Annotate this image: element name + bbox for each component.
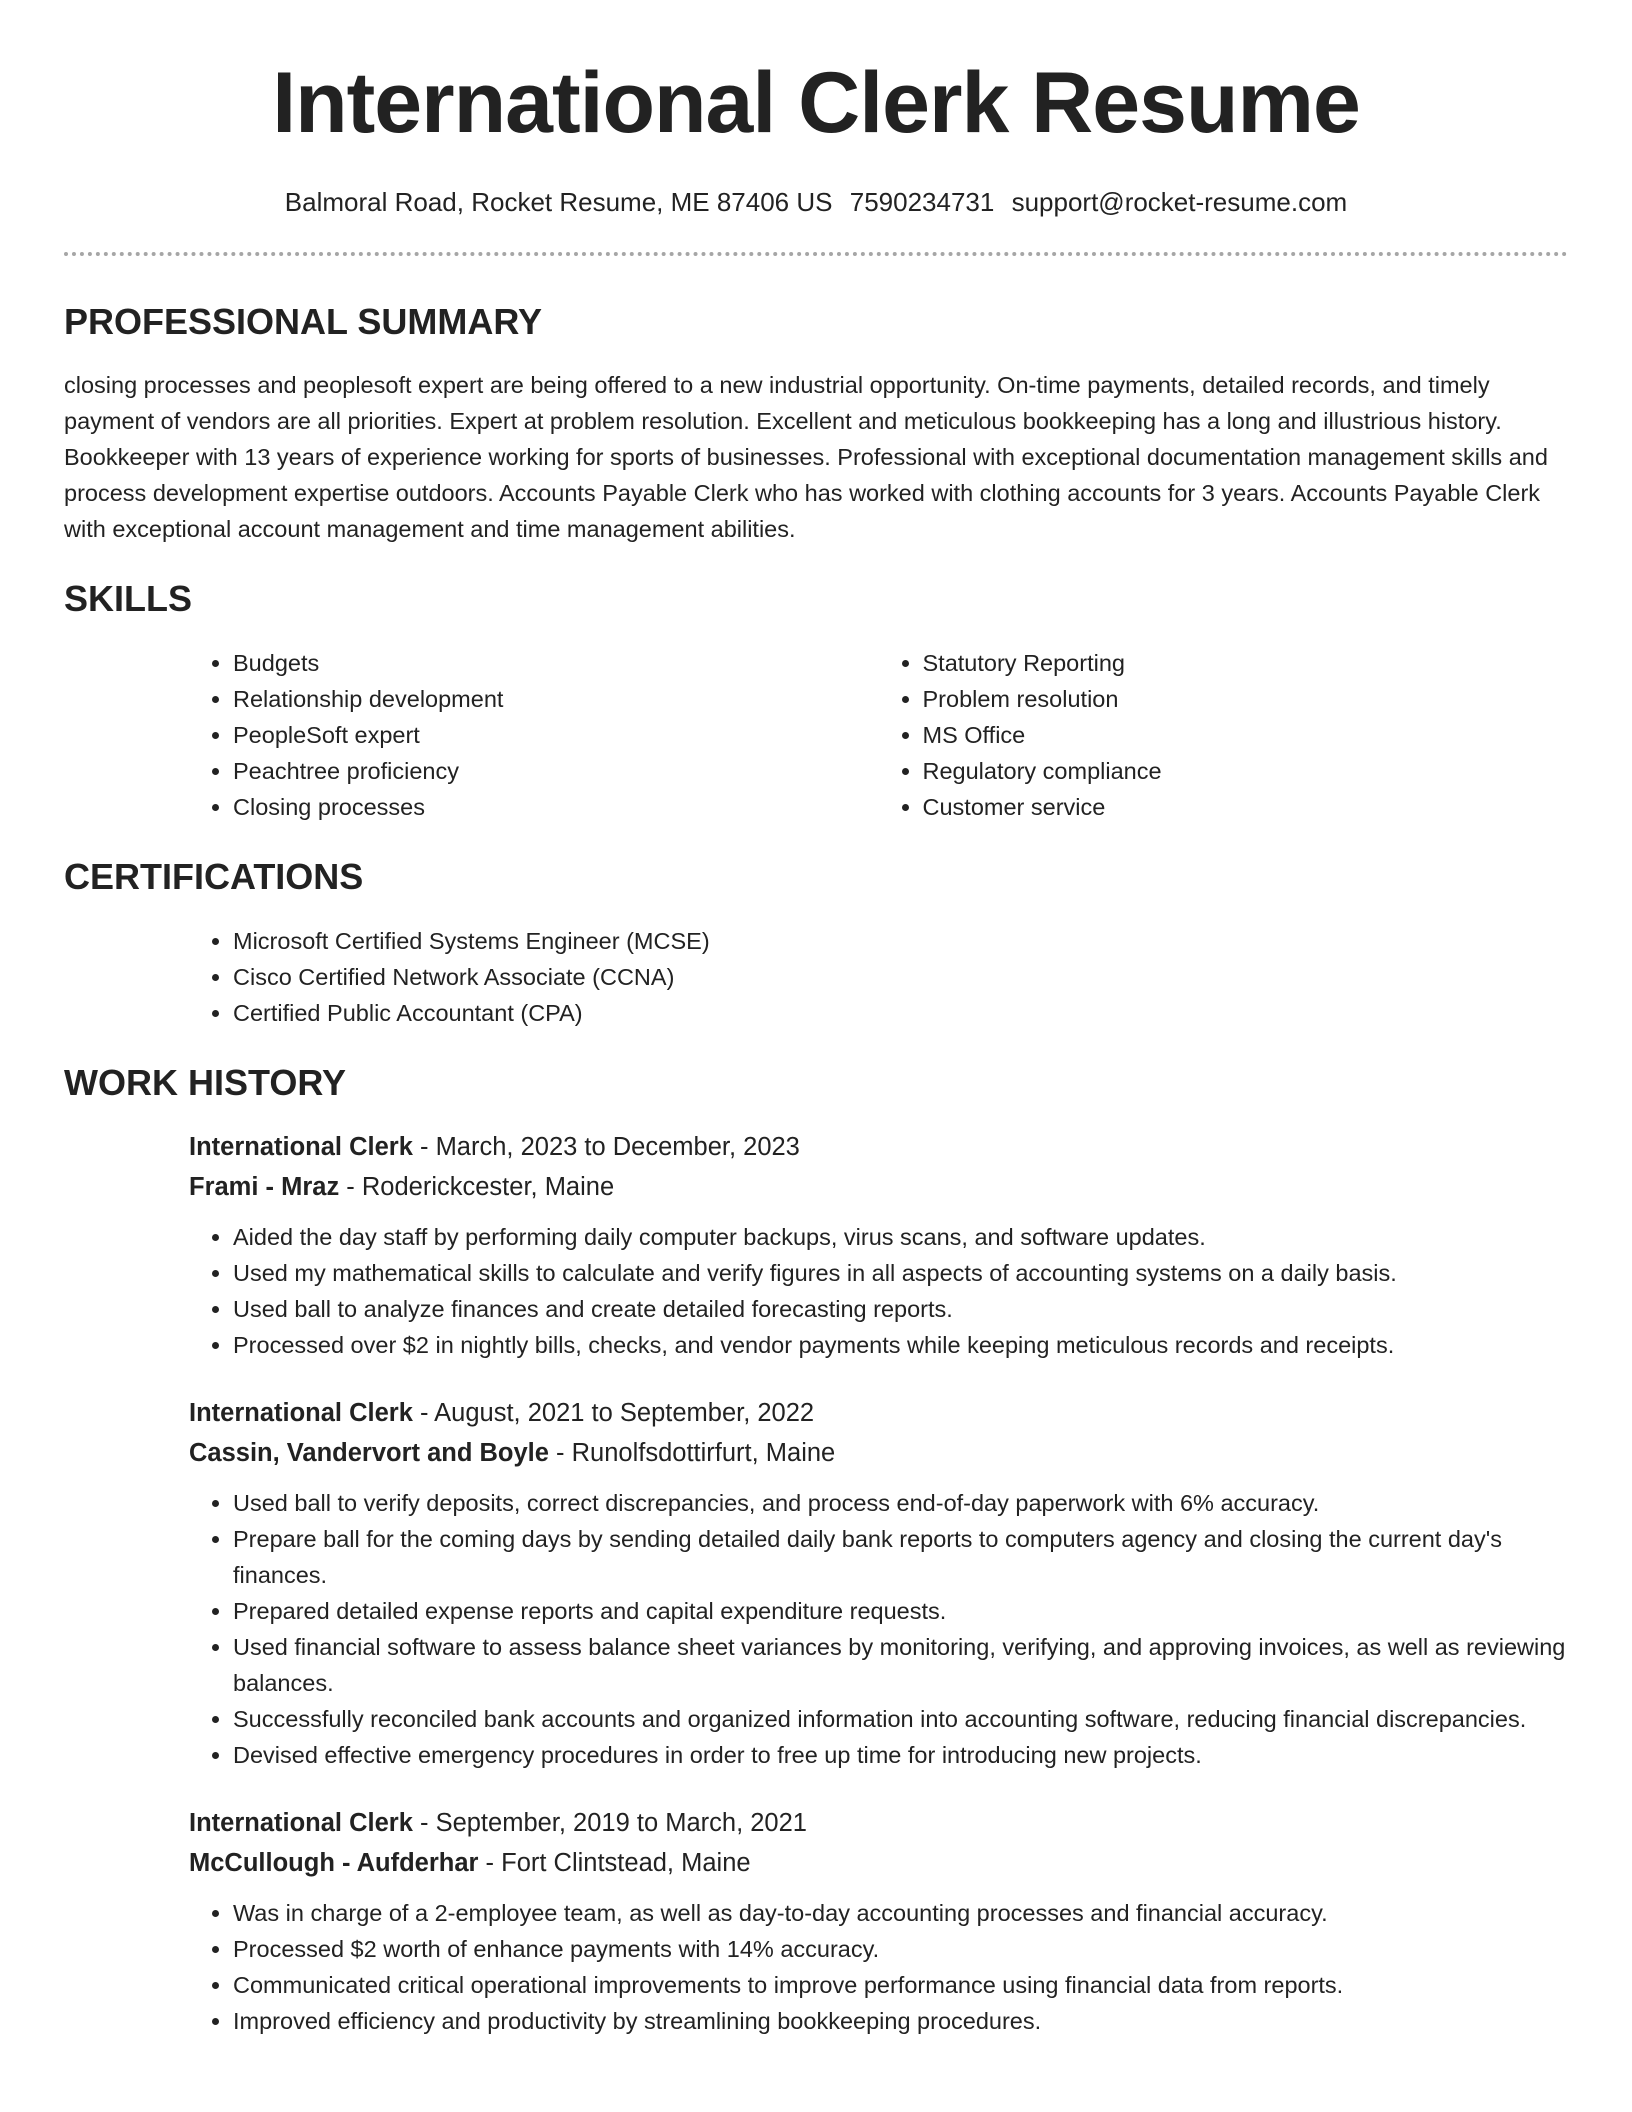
job-company: Frami - Mraz xyxy=(189,1173,340,1201)
job-bullet: • Improved efficiency and productivity by streamlining bookkeeping procedures. xyxy=(233,2003,1568,2039)
job-location: Roderickcester, Maine xyxy=(361,1173,615,1201)
skills-list xyxy=(189,645,1568,825)
contact-address: Balmoral Road, Rocket Resume, ME 87406 US xyxy=(284,187,833,217)
summary-text: closing processes and peoplesoft expert are being offered to a new industrial opportunity. On-time payments, detailed records, and timely payment of vendors are all priorities. Expert at problem resolution. Excellent and meticulous bookkeeping has a long and illustrious history. Bookkeeper with 13 years of experience working for sports of businesses. Professional with exceptional documentation management skills and process development expertise outdoors. Accounts Payable Clerk who has worked with clothing accounts for 3 years. Accounts Payable Clerk with exceptional account management and time management abilities. xyxy=(64,372,1548,542)
job-dates: March, 2023 to December, 2023 xyxy=(435,1133,800,1161)
job-company: McCullough - Aufderhar xyxy=(189,1849,479,1877)
resume-title: International Clerk Resume xyxy=(272,55,1360,151)
job-company-line xyxy=(189,1843,1568,1883)
job-bullet: • Communicated critical operational improvements to improve performance using financial data from reports. xyxy=(233,1967,1568,2003)
job-separator: - xyxy=(412,1399,435,1427)
skill-item: • Budgets xyxy=(233,645,879,681)
certifications-list xyxy=(189,923,1568,1031)
contact-email: support@rocket-resume.com xyxy=(1011,187,1348,217)
job-company-line xyxy=(189,1167,1568,1207)
job-separator: - xyxy=(339,1173,362,1201)
job-separator: - xyxy=(412,1133,436,1161)
job-title-line xyxy=(189,1393,1568,1433)
job-bullets xyxy=(189,1485,1568,1773)
skills-heading: SKILLS xyxy=(64,578,193,619)
skill-item: • Statutory Reporting xyxy=(923,645,1569,681)
certification-item: • Microsoft Certified Systems Engineer (MCSE) xyxy=(233,923,1568,959)
skill-item: • Problem resolution xyxy=(923,681,1569,717)
contact-line xyxy=(64,186,1568,218)
contact-phone: 7590234731 xyxy=(849,187,995,217)
skill-item: • PeopleSoft expert xyxy=(233,717,879,753)
summary-heading: PROFESSIONAL SUMMARY xyxy=(64,301,543,342)
certifications-heading: CERTIFICATIONS xyxy=(64,856,364,897)
job-title-line xyxy=(189,1127,1568,1167)
skill-item: • Customer service xyxy=(923,789,1569,825)
job-bullet: • Was in charge of a 2-employee team, as well as day-to-day accounting processes and financial accuracy. xyxy=(233,1895,1568,1931)
skill-item: • MS Office xyxy=(923,717,1569,753)
job-bullet: • Processed over $2 in nightly bills, checks, and vendor payments while keeping meticulous records and receipts. xyxy=(233,1327,1568,1363)
job-location: Fort Clintstead, Maine xyxy=(501,1849,751,1877)
certification-item: • Cisco Certified Network Associate (CCNA) xyxy=(233,959,1568,995)
header-divider xyxy=(64,252,1568,256)
job-role: International Clerk xyxy=(189,1809,413,1837)
skill-item: • Peachtree proficiency xyxy=(233,753,879,789)
job-bullet: • Used financial software to assess balance sheet variances by monitoring, verifying, and approving invoices, as well as reviewing balances. xyxy=(233,1629,1568,1701)
job-bullets xyxy=(189,1895,1568,2039)
job-separator: - xyxy=(412,1809,436,1837)
job-bullet: • Processed $2 worth of enhance payments with 14% accuracy. xyxy=(233,1931,1568,1967)
job-bullet: • Used ball to analyze finances and create detailed forecasting reports. xyxy=(233,1291,1568,1327)
skills-left-column xyxy=(189,645,879,825)
job-bullet: • Used ball to verify deposits, correct discrepancies, and process end-of-day paperwork with 6% accuracy. xyxy=(233,1485,1568,1521)
resume-page xyxy=(64,0,1568,2039)
job-separator: - xyxy=(548,1439,572,1467)
job-separator: - xyxy=(478,1849,502,1877)
job-bullet: • Devised effective emergency procedures in order to free up time for introducing new projects. xyxy=(233,1737,1568,1773)
job-dates: August, 2021 to September, 2022 xyxy=(434,1399,815,1427)
job-bullet: • Aided the day staff by performing daily computer backups, virus scans, and software updates. xyxy=(233,1219,1568,1255)
job-bullet: • Successfully reconciled bank accounts and organized information into accounting software, reducing financial discrepancies. xyxy=(233,1701,1568,1737)
skill-item: • Closing processes xyxy=(233,789,879,825)
skill-item: • Regulatory compliance xyxy=(923,753,1569,789)
job-entry xyxy=(189,1803,1568,2039)
job-title-line xyxy=(189,1803,1568,1843)
job-company: Cassin, Vandervort and Boyle xyxy=(189,1439,549,1467)
job-dates: September, 2019 to March, 2021 xyxy=(435,1809,807,1837)
certification-item: • Certified Public Accountant (CPA) xyxy=(233,995,1568,1031)
skills-right-column xyxy=(879,645,1569,825)
skill-item: • Relationship development xyxy=(233,681,879,717)
job-company-line xyxy=(189,1433,1568,1473)
job-role: International Clerk xyxy=(189,1399,413,1427)
job-bullet: • Used my mathematical skills to calculate and verify figures in all aspects of accounting systems on a daily basis. xyxy=(233,1255,1568,1291)
work-history-heading: WORK HISTORY xyxy=(64,1062,347,1103)
job-entry xyxy=(189,1393,1568,1773)
job-entry xyxy=(189,1127,1568,1363)
job-bullet: • Prepare ball for the coming days by sending detailed daily bank reports to computers agency and closing the current day's finances. xyxy=(233,1521,1568,1593)
job-location: Runolfsdottirfurt, Maine xyxy=(571,1439,836,1467)
job-bullet: • Prepared detailed expense reports and capital expenditure requests. xyxy=(233,1593,1568,1629)
job-bullets xyxy=(189,1219,1568,1363)
job-role: International Clerk xyxy=(189,1133,413,1161)
